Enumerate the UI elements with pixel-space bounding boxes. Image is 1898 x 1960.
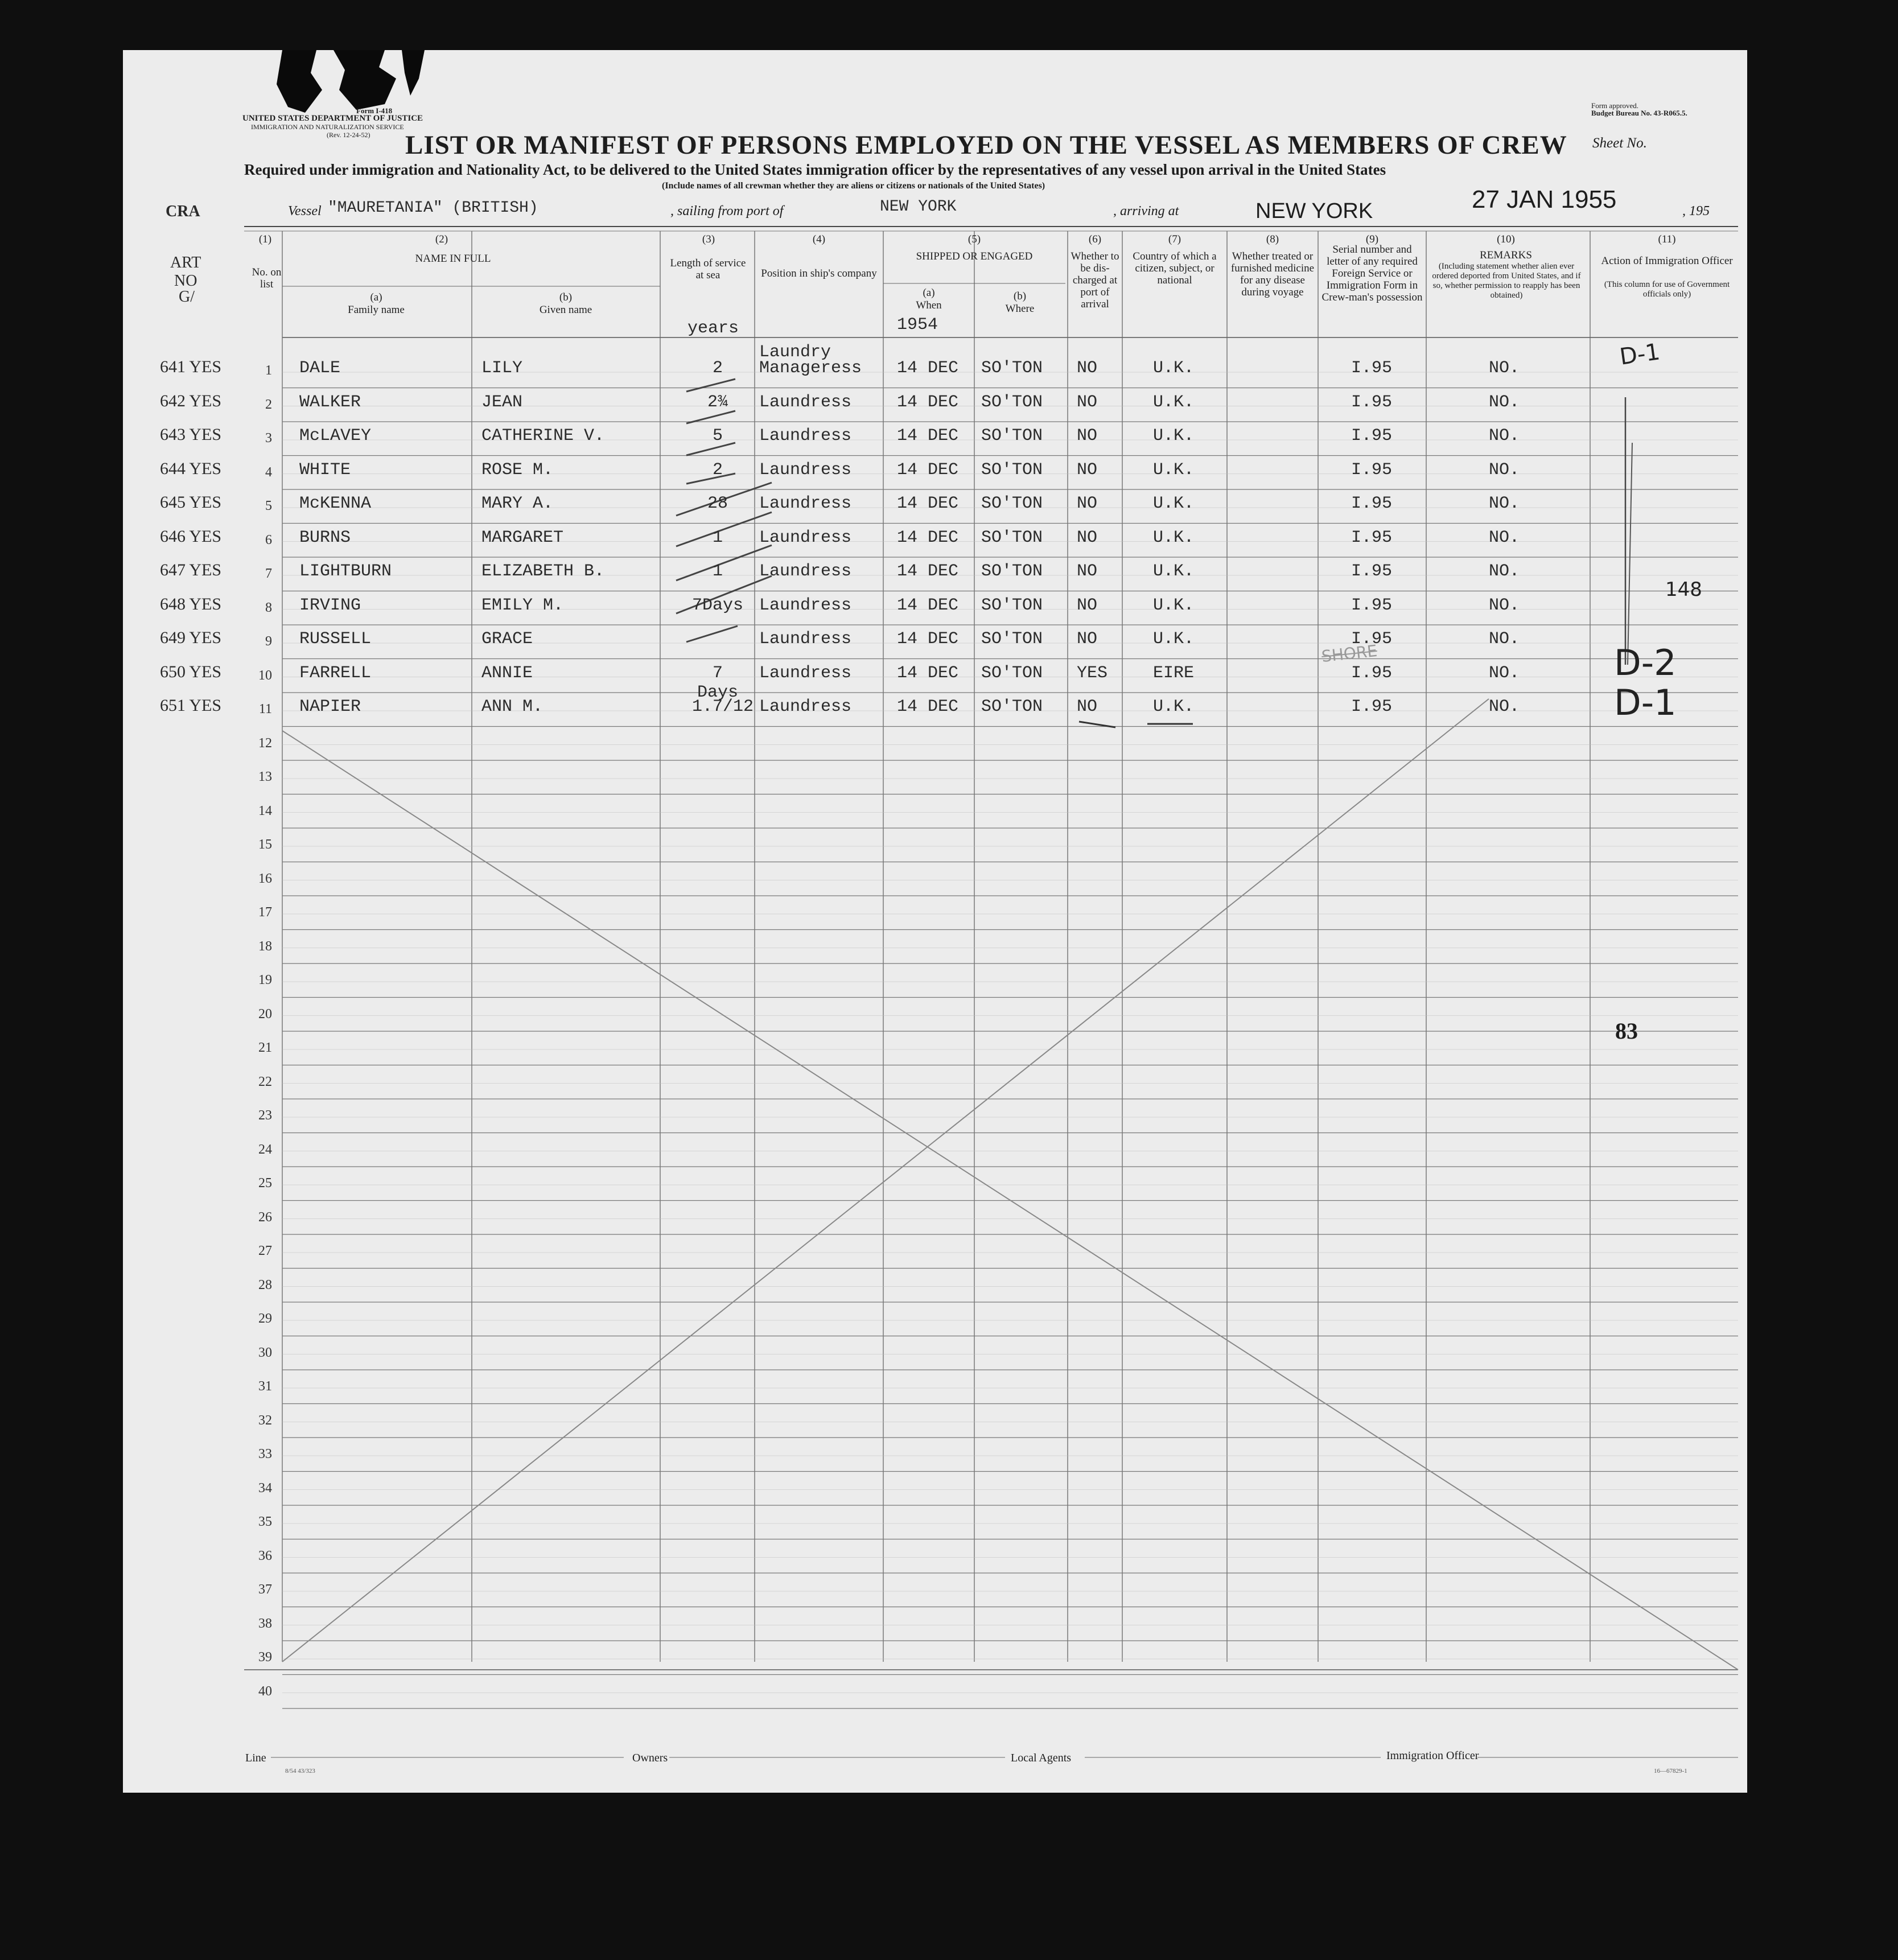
row-number: 4 — [265, 464, 272, 480]
row-number: 16 — [258, 871, 272, 886]
pencil-vertical-line — [1628, 443, 1632, 665]
col-5-number: (5) — [967, 233, 981, 245]
family-name: McLAVEY — [299, 426, 372, 446]
given-name: JEAN — [481, 392, 523, 412]
position: Laundress — [759, 392, 852, 412]
budget-bureau: Budget Bureau No. 43-R065.5. — [1591, 109, 1687, 117]
col-where-b: (b) — [1013, 290, 1027, 302]
row-number: 9 — [265, 634, 272, 649]
family-name: NAPIER — [299, 697, 361, 717]
when-engaged: 14 DEC — [897, 359, 959, 378]
where-engaged: SO'TON — [981, 697, 1043, 717]
length-of-service: 5 — [712, 426, 723, 446]
country: U.K. — [1153, 460, 1195, 480]
country: U.K. — [1153, 359, 1195, 378]
where-engaged: SO'TON — [981, 359, 1043, 378]
footer-owners-label: Owners — [632, 1752, 668, 1764]
footer-print-number: 16—67829-1 — [1654, 1768, 1687, 1774]
family-name: DALE — [299, 359, 341, 378]
where-engaged: SO'TON — [981, 494, 1043, 513]
family-name: FARRELL — [299, 663, 372, 683]
when-engaged: 14 DEC — [897, 426, 959, 446]
col-no-on-list: No. on list — [252, 266, 282, 290]
side-count-label: 643 YES — [160, 425, 222, 444]
row-number: 36 — [258, 1548, 272, 1563]
row-number: 6 — [265, 532, 272, 547]
service: IMMIGRATION AND NATURALIZATION SERVICE — [251, 123, 404, 131]
col-remarks: REMARKS — [1480, 249, 1532, 261]
when-engaged: 14 DEC — [897, 528, 959, 547]
family-name: IRVING — [299, 595, 361, 615]
page-subtitle: Required under immigration and Nationality Act, to be delivered to the United States immigration officer by the representatives of any vessel upon arrival in the United States — [244, 161, 1386, 178]
side-label-no: NO — [174, 272, 197, 290]
sheet-no-label: Sheet No. — [1592, 135, 1647, 151]
row-number: 25 — [258, 1176, 272, 1191]
annotation-d1: D-1 — [1618, 339, 1662, 370]
row-number: 5 — [265, 499, 272, 513]
col-1-number: (1) — [258, 233, 272, 245]
col-when: When — [916, 299, 942, 311]
family-name: RUSSELL — [299, 629, 372, 649]
row-number: 17 — [258, 905, 272, 920]
discharge: NO — [1077, 697, 1098, 717]
length-of-service: 7 Days — [697, 663, 738, 702]
given-name: ROSE M. — [481, 460, 554, 480]
arriving-port: NEW YORK — [1255, 199, 1373, 223]
footer-print-code: 8/54 43/323 — [285, 1768, 315, 1774]
given-name: ELIZABETH B. — [481, 562, 605, 581]
serial-form: I.95 — [1351, 460, 1393, 480]
serial-form: I.95 — [1351, 629, 1393, 649]
remarks: NO. — [1489, 528, 1520, 547]
year-label: , 195 — [1682, 204, 1710, 219]
remarks: NO. — [1489, 595, 1520, 615]
country: U.K. — [1153, 595, 1195, 615]
discharge: NO — [1077, 460, 1098, 480]
where-engaged: SO'TON — [981, 460, 1043, 480]
row-number: 26 — [258, 1209, 272, 1225]
position: Manageress — [759, 359, 862, 378]
col-treated: Whether treated or furnished medicine for any disease during voyage — [1230, 250, 1315, 298]
row-number: 10 — [258, 668, 272, 683]
when-engaged: 14 DEC — [897, 629, 959, 649]
position: Laundress — [759, 426, 852, 446]
sailing-label: , sailing from port of — [670, 204, 784, 219]
family-name: WHITE — [299, 460, 351, 480]
given-name: MARGARET — [481, 528, 564, 547]
row-number: 37 — [258, 1582, 272, 1597]
where-engaged: SO'TON — [981, 392, 1043, 412]
row-number: 40 — [258, 1683, 272, 1699]
discharge: NO — [1077, 392, 1098, 412]
serial-form: I.95 — [1351, 528, 1393, 547]
arriving-label: , arriving at — [1113, 204, 1179, 219]
when-engaged: 14 DEC — [897, 494, 959, 513]
row-number: 13 — [258, 769, 272, 784]
position: Laundress — [759, 697, 852, 717]
serial-form: I.95 — [1351, 494, 1393, 513]
side-label-cra: CRA — [166, 203, 200, 220]
row-number: 34 — [258, 1480, 272, 1496]
col-given-b: (b) — [559, 291, 573, 303]
col-shipped-or-engaged: SHIPPED OR ENGAGED — [916, 250, 1033, 262]
row-number: 7 — [265, 566, 272, 581]
col-action: Action of Immigration Officer — [1601, 255, 1733, 267]
when-engaged: 14 DEC — [897, 697, 959, 717]
side-count-label: 649 YES — [160, 628, 222, 647]
remarks: NO. — [1489, 629, 1520, 649]
annotation-struck-text: SHORE — [1320, 641, 1378, 666]
discharge: NO — [1077, 595, 1098, 615]
row-number: 19 — [258, 973, 272, 987]
pencil-strike — [686, 626, 738, 642]
position: Laundress — [759, 460, 852, 480]
length-of-service: 2 — [712, 460, 723, 480]
side-count-label: 651 YES — [160, 696, 222, 715]
family-name: LIGHTBURN — [299, 562, 392, 581]
row-number: 39 — [258, 1650, 272, 1665]
discharge: YES — [1077, 663, 1108, 683]
row-number: 22 — [258, 1074, 272, 1089]
country: U.K. — [1153, 697, 1195, 717]
given-name: GRACE — [481, 629, 533, 649]
discharge: NO — [1077, 494, 1098, 513]
col-9-number: (9) — [1365, 233, 1379, 245]
when-engaged: 14 DEC — [897, 595, 959, 615]
col-8-number: (8) — [1266, 233, 1279, 245]
col-length-of-service: Length of service at sea — [670, 257, 746, 281]
row-number: 27 — [258, 1243, 272, 1258]
row-number: 14 — [258, 803, 272, 818]
side-label-g: G/ — [179, 288, 195, 306]
side-count-label: 650 YES — [160, 662, 222, 681]
annotation-148: 148 — [1665, 578, 1702, 601]
side-count-label: 642 YES — [160, 391, 222, 410]
discharge: NO — [1077, 562, 1098, 581]
when-engaged: 14 DEC — [897, 392, 959, 412]
given-name: MARY A. — [481, 494, 554, 513]
position: Laundress — [759, 528, 852, 547]
serial-form: I.95 — [1351, 595, 1393, 615]
remarks: NO. — [1489, 460, 1520, 480]
remarks: NO. — [1489, 359, 1520, 378]
length-of-service: 1 — [712, 562, 723, 581]
col-action-note: (This column for use of Government officials only) — [1604, 280, 1730, 299]
length-of-service: 1 — [712, 528, 723, 547]
position: Laundress — [759, 663, 852, 683]
country: U.K. — [1153, 528, 1195, 547]
where-engaged: SO'TON — [981, 562, 1043, 581]
given-name: CATHERINE V. — [481, 426, 605, 446]
side-count-label: 644 YES — [160, 459, 222, 478]
col-7-number: (7) — [1168, 233, 1181, 245]
length-of-service: 2¾ — [707, 392, 728, 412]
row-number: 24 — [258, 1142, 272, 1157]
serial-form: I.95 — [1351, 359, 1393, 378]
row-number: 3 — [265, 431, 272, 446]
country: U.K. — [1153, 494, 1195, 513]
length-of-service: 1.7/12 — [692, 697, 754, 717]
form-number: Form I-418 — [356, 106, 393, 115]
remarks: NO. — [1489, 663, 1520, 683]
side-count-label: 648 YES — [160, 594, 222, 613]
where-engaged: SO'TON — [981, 663, 1043, 683]
col-country: Country of which a citizen, subject, or national — [1133, 250, 1217, 286]
col-position: Position in ship's company — [761, 267, 877, 279]
row-number: 1 — [265, 363, 272, 378]
page-title: LIST OR MANIFEST OF PERSONS EMPLOYED ON THE VESSEL AS MEMBERS OF CREW — [405, 130, 1567, 160]
country: U.K. — [1153, 392, 1195, 412]
col-4-number: (4) — [812, 233, 826, 245]
where-engaged: SO'TON — [981, 426, 1043, 446]
col-2-number: (2) — [435, 233, 448, 245]
sailing-port: NEW YORK — [880, 198, 957, 216]
length-of-service: 28 — [707, 494, 728, 513]
col-serial-form: Serial number and letter of any required Foreign Service or Immigration Form in Crew-man's possession — [1321, 244, 1423, 303]
col-given-name: Given name — [539, 304, 592, 316]
col-when-a: (a) — [923, 287, 935, 299]
col-family-a: (a) — [370, 291, 382, 303]
row-number: 29 — [258, 1311, 272, 1326]
row-number: 18 — [258, 938, 272, 954]
year-1954: 1954 — [897, 315, 938, 335]
remarks: NO. — [1489, 494, 1520, 513]
position: Laundress — [759, 494, 852, 513]
given-name: LILY — [481, 359, 523, 378]
manifest-sheet — [123, 50, 1747, 1793]
row-number: 21 — [258, 1040, 272, 1055]
row-number: 12 — [258, 735, 272, 751]
country: U.K. — [1153, 426, 1195, 446]
row-number: 15 — [258, 837, 272, 852]
col-3-number: (3) — [702, 233, 715, 245]
col-discharged: Whether to be dis-charged at port of arrival — [1071, 250, 1119, 310]
side-count-label: 645 YES — [160, 493, 222, 512]
remarks: NO. — [1489, 392, 1520, 412]
remarks: NO. — [1489, 426, 1520, 446]
length-of-service: 2 — [712, 359, 723, 378]
position: Laundress — [759, 595, 852, 615]
pencil-strike — [686, 379, 735, 392]
where-engaged: SO'TON — [981, 629, 1043, 649]
discharge: NO — [1077, 629, 1098, 649]
form-approved: Form approved. — [1591, 101, 1639, 110]
serial-form: I.95 — [1351, 663, 1393, 683]
footer-officer-label: Immigration Officer — [1386, 1749, 1479, 1762]
row-number: 2 — [265, 397, 272, 412]
discharge: NO — [1077, 359, 1098, 378]
given-name: ANN M. — [481, 697, 544, 717]
family-name: McKENNA — [299, 494, 372, 513]
vessel-name: "MAURETANIA" (BRITISH) — [328, 199, 538, 217]
remarks: NO. — [1489, 562, 1520, 581]
col-family-name: Family name — [348, 304, 405, 316]
side-count-label: 647 YES — [160, 561, 222, 579]
given-name: ANNIE — [481, 663, 533, 683]
position: Laundress — [759, 562, 852, 581]
length-of-service: 7Days — [692, 595, 744, 615]
where-engaged: SO'TON — [981, 595, 1043, 615]
position-line-1: Laundry — [759, 343, 831, 362]
footer-agents-label: Local Agents — [1011, 1752, 1072, 1764]
family-name: WALKER — [299, 392, 361, 412]
given-name: EMILY M. — [481, 595, 564, 615]
when-engaged: 14 DEC — [897, 562, 959, 581]
revision: (Rev. 12-24-52) — [327, 131, 370, 139]
when-engaged: 14 DEC — [897, 663, 959, 683]
years-unit: years — [687, 319, 739, 338]
row-number: 30 — [258, 1345, 272, 1360]
arrival-date-stamp: 27 JAN 1955 — [1472, 186, 1617, 213]
row-number: 8 — [265, 600, 272, 615]
col-11-number: (11) — [1658, 233, 1676, 245]
crew-note: (Include names of all crewman whether they are aliens or citizens or nationals of the United States) — [662, 181, 1045, 191]
serial-form: I.95 — [1351, 562, 1393, 581]
row-number: 38 — [258, 1616, 272, 1631]
side-count-label: 646 YES — [160, 526, 222, 546]
annotation-d2: D-2 — [1614, 642, 1677, 683]
family-name: BURNS — [299, 528, 351, 547]
remarks: NO. — [1489, 697, 1520, 717]
annotation-d1b: D-1 — [1614, 682, 1677, 723]
side-count-label: 641 YES — [160, 357, 222, 376]
discharge: NO — [1077, 528, 1098, 547]
discharge: NO — [1077, 426, 1098, 446]
row-number: 32 — [258, 1413, 272, 1428]
side-label-art: ART — [170, 254, 201, 271]
col-10-number: (10) — [1497, 233, 1515, 245]
col-name-in-full: NAME IN FULL — [415, 253, 491, 265]
row-number: 28 — [258, 1277, 272, 1292]
col-6-number: (6) — [1088, 233, 1102, 245]
col-remarks-note: (Including statement whether alien ever ordered deported from United States, and if so, whether permission to reapply has been obtained) — [1432, 262, 1581, 300]
row-number: 11 — [258, 702, 272, 717]
row-number: 33 — [258, 1447, 272, 1461]
row-number: 35 — [258, 1514, 272, 1529]
annotation-83: 83 — [1615, 1018, 1638, 1044]
serial-form: I.95 — [1351, 426, 1393, 446]
country: U.K. — [1153, 629, 1195, 649]
country: U.K. — [1153, 562, 1195, 581]
position: Laundress — [759, 629, 852, 649]
col-where: Where — [1005, 303, 1035, 315]
country: EIRE — [1153, 663, 1195, 683]
row-number: 20 — [258, 1006, 272, 1022]
when-engaged: 14 DEC — [897, 460, 959, 480]
serial-form: I.95 — [1351, 392, 1393, 412]
serial-form: I.95 — [1351, 697, 1393, 717]
where-engaged: SO'TON — [981, 528, 1043, 547]
department: UNITED STATES DEPARTMENT OF JUSTICE — [242, 114, 423, 123]
cross-out-line — [282, 699, 1489, 1662]
footer-line-label: Line — [245, 1752, 266, 1764]
row-number: 31 — [258, 1379, 272, 1394]
vessel-label: Vessel — [288, 204, 322, 219]
row-number: 23 — [258, 1108, 272, 1123]
